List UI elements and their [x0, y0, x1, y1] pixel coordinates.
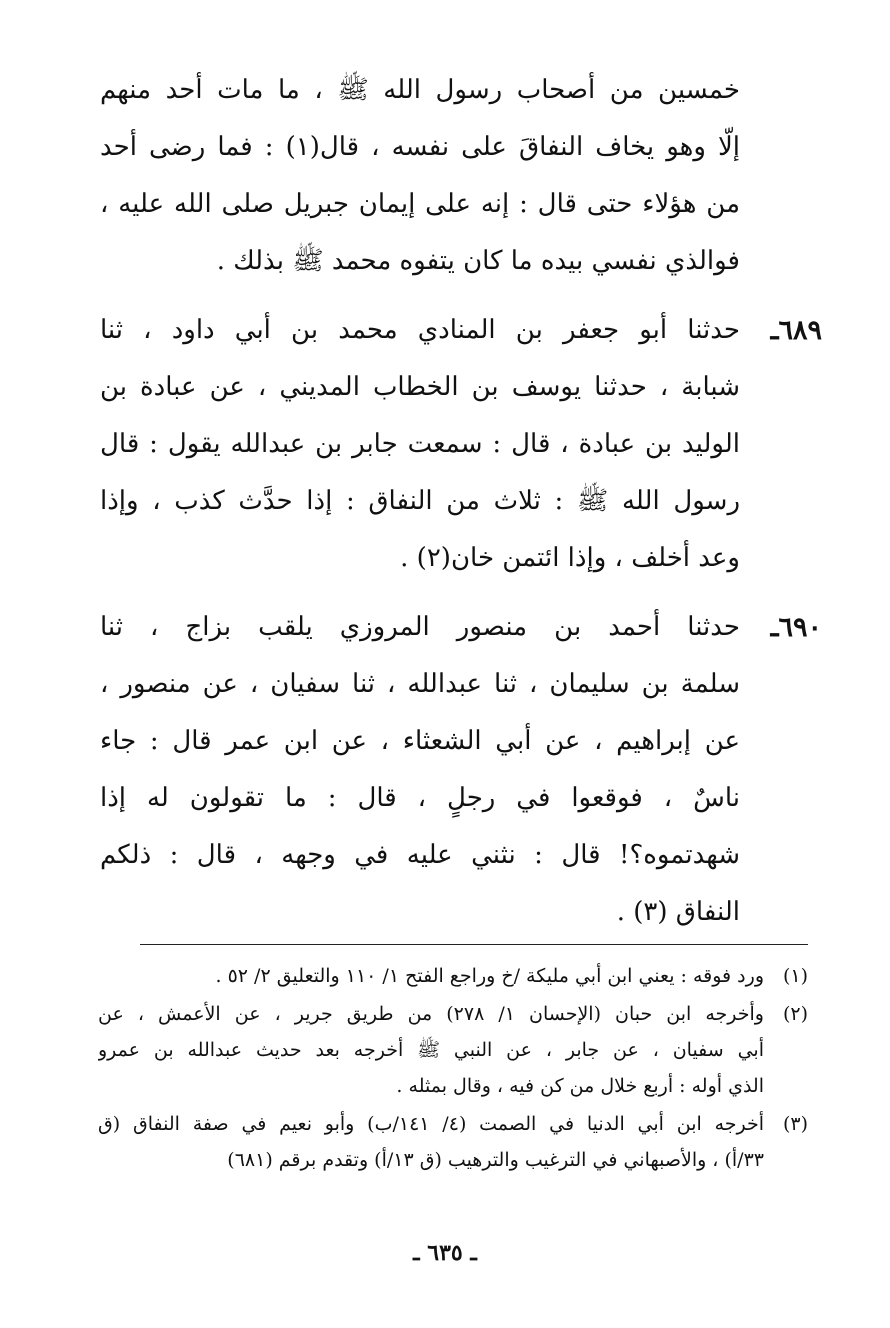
footnote-number: (٣) [782, 1113, 808, 1135]
hadith-690 [100, 599, 822, 941]
footnote-line: أبي سفيان ، عن جابر ، عن النبي ﷺ أخرجه بعد حديث عبدالله بن عمرو [98, 1039, 764, 1061]
footnote-line: أخرجه ابن أبي الدنيا في الصمت (٤/ ١٤١/ب) وأبو نعيم في صفة النفاق (ق [98, 1113, 764, 1135]
text-line: شبابة ، حدثنا يوسف بن الخطاب المديني ، عن عبادة بن [100, 372, 740, 402]
footnote-line: الذي أوله : أربع خلال من كن فيه ، وقال بمثله . [396, 1075, 764, 1097]
footnotes [98, 958, 808, 1180]
text-line: النفاق (٣) . [616, 897, 740, 927]
footnote-number: (١) [782, 965, 808, 987]
text-line: سلمة بن سليمان ، ثنا عبدالله ، ثنا سفيان ، عن منصور ، [100, 669, 740, 699]
text-line: شهدتموه؟! قال : نثني عليه في وجهه ، قال : ذلكم [100, 840, 740, 870]
text-line: إلّا وهو يخاف النفاقَ على نفسه ، قال(١) : فما رضى أحد [100, 132, 740, 162]
page-number: ـ ٦٣٥ ـ [413, 1240, 477, 1266]
continuation-paragraph [100, 62, 740, 290]
footnote-line: وأخرجه ابن حبان (الإحسان ١/ ٢٧٨) من طريق جرير ، عن الأعمش ، عن [98, 1003, 764, 1025]
footnote-3 [98, 1106, 808, 1178]
text-line: الوليد بن عبادة ، قال : سمعت جابر بن عبدالله يقول : قال [100, 429, 740, 459]
text-line: عن إبراهيم ، عن أبي الشعثاء ، عن ابن عمر قال : جاء [100, 726, 740, 756]
footnote-number: (٢) [782, 1003, 808, 1025]
hadith-number: ٦٩٠ـ [770, 612, 822, 643]
text-line: من هؤلاء حتى قال : إنه على إيمان جبريل صلى الله عليه ، [100, 189, 740, 219]
text-line: رسول الله ﷺ : ثلاث من النفاق : إذا حدَّث كذب ، وإذا [100, 486, 740, 516]
hadith-689 [100, 302, 822, 587]
hadith-number: ٦٨٩ـ [770, 315, 822, 346]
text-line: ناسٌ ، فوقعوا في رجلٍ ، قال : ما تقولون له إذا [100, 783, 740, 813]
text-line: حدثنا أحمد بن منصور المروزي يلقب بزاج ، ثنا [100, 612, 740, 642]
footnote-2 [98, 996, 808, 1104]
text-line: خمسين من أصحاب رسول الله ﷺ ، ما مات أحد منهم [100, 75, 740, 105]
footnote-line: ورد فوقه : يعني ابن أبي مليكة /خ وراجع الفتح ١/ ١١٠ والتعليق ٢/ ٥٢ . [215, 965, 764, 987]
footnote-1 [98, 958, 808, 994]
footnote-line: ٣٣/أ) ، والأصبهاني في الترغيب والترهيب (ق ١٣/أ) وتقدم برقم (٦٨١) [227, 1149, 764, 1171]
main-text [100, 62, 822, 941]
text-line: فوالذي نفسي بيده ما كان يتفوه محمد ﷺ بذلك . [216, 246, 740, 276]
text-line: حدثنا أبو جعفر بن المنادي محمد بن أبي داود ، ثنا [100, 315, 740, 345]
text-line: وعد أخلف ، وإذا ائتمن خان(٢) . [400, 543, 740, 573]
footnote-divider [140, 944, 808, 945]
